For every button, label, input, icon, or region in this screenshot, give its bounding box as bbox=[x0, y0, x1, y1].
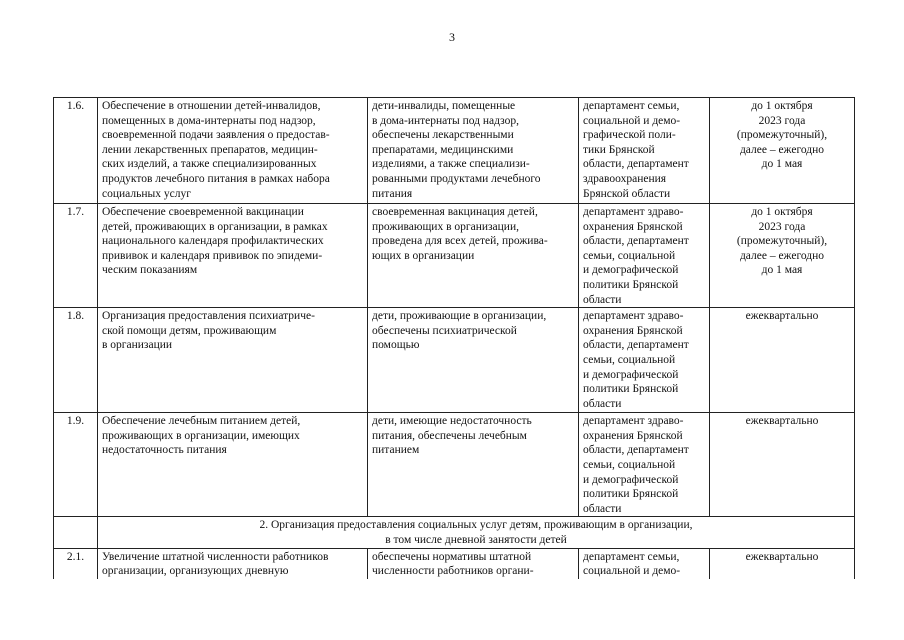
text-line: ежеквартально bbox=[745, 550, 819, 563]
text-line: ских изделий, а также специализированных bbox=[102, 158, 317, 171]
table-row bbox=[54, 308, 855, 413]
text-line: в том числе дневной занятости детей bbox=[385, 533, 567, 546]
text-line: семьи, социальной bbox=[583, 249, 676, 262]
text-line: политики Брянской bbox=[583, 383, 679, 396]
text-line: тики Брянской bbox=[583, 143, 655, 156]
text-line: прививок и календаря прививок по эпидеми- bbox=[102, 249, 323, 262]
text-line: области bbox=[583, 293, 622, 306]
text-line: здравоохранения bbox=[583, 172, 667, 185]
responsible-cell bbox=[579, 204, 710, 308]
text-line: проживающих в организации, bbox=[372, 220, 519, 233]
text-line: Обеспечение в отношении детей-инвалидов, bbox=[102, 100, 321, 112]
text-line: социальной и демо- bbox=[583, 114, 681, 127]
responsible-cell bbox=[579, 308, 710, 413]
table-row bbox=[54, 204, 855, 308]
text-line: ющих в организации bbox=[372, 249, 475, 262]
text-line: обеспечены нормативы штатной bbox=[372, 550, 532, 563]
text-line: помещенных в дома-интернаты под надзор, bbox=[102, 114, 316, 127]
text-line: в дома-интернаты под надзор, bbox=[372, 114, 519, 127]
deadline-cell bbox=[710, 98, 855, 204]
page-number: 3 bbox=[449, 30, 455, 44]
text-line: детей, проживающих в организации, в рамках bbox=[102, 220, 328, 233]
section-empty-cell bbox=[54, 517, 98, 548]
text-line: социальных услуг bbox=[102, 187, 191, 200]
text-line: Организация предоставления психиатриче- bbox=[102, 310, 315, 323]
text-line: далее – ежегодно bbox=[739, 143, 825, 156]
text-line: до 1 октября bbox=[751, 206, 813, 218]
text-line: обеспечены психиатрической bbox=[372, 324, 517, 337]
text-line: семьи, социальной bbox=[583, 353, 676, 366]
text-line: Обеспечение лечебным питанием детей, bbox=[102, 415, 301, 428]
text-line: охранения Брянской bbox=[583, 324, 683, 337]
text-line: проживающих в организации, имеющих bbox=[102, 429, 300, 442]
text-line: ежеквартально bbox=[745, 310, 819, 323]
row-number: 1.6. bbox=[54, 98, 98, 204]
text-line: изделиями, а также специализи- bbox=[372, 158, 530, 171]
text-line: 2. Организация предоставления социальных услуг детям, проживающим в организации, bbox=[259, 519, 693, 532]
table-row bbox=[54, 548, 855, 579]
text-line: дети, проживающие в организации, bbox=[372, 310, 547, 323]
text-line: графической поли- bbox=[583, 129, 676, 142]
text-line: питанием bbox=[372, 444, 420, 457]
result-cell bbox=[368, 204, 579, 308]
text-line: до 1 октября bbox=[751, 100, 813, 112]
text-line: департамент здраво- bbox=[583, 415, 684, 428]
text-line: Брянской области bbox=[583, 187, 671, 200]
text-line: своевременная вакцинация детей, bbox=[372, 206, 538, 218]
text-line: и демографической bbox=[583, 473, 679, 486]
section-heading bbox=[98, 517, 855, 548]
text-line: социальной и демо- bbox=[583, 565, 681, 578]
text-line: политики Брянской bbox=[583, 488, 679, 501]
table-row bbox=[54, 413, 855, 517]
text-line: лении лекарственных препаратов, медицин- bbox=[102, 143, 318, 156]
text-line: области, департамент bbox=[583, 158, 689, 171]
measure-cell bbox=[98, 548, 368, 579]
text-line: департамент семьи, bbox=[583, 100, 680, 112]
text-line: национального календаря профилактических bbox=[102, 235, 324, 248]
text-line: Обеспечение своевременной вакцинации bbox=[102, 206, 304, 218]
text-line: в организации bbox=[102, 339, 173, 352]
text-line: до 1 мая bbox=[761, 264, 803, 277]
measure-cell bbox=[98, 413, 368, 517]
text-line: недостаточность питания bbox=[102, 444, 227, 457]
measures-table bbox=[53, 97, 855, 579]
deadline-cell bbox=[710, 204, 855, 308]
row-number: 1.9. bbox=[54, 413, 98, 517]
text-line: препаратами, медицинскими bbox=[372, 143, 514, 156]
text-line: питания bbox=[372, 187, 413, 200]
row-number: 1.7. bbox=[54, 204, 98, 308]
table-row bbox=[54, 98, 855, 204]
text-line: ческим показаниям bbox=[102, 264, 198, 277]
text-line: (промежуточный), bbox=[736, 235, 828, 248]
text-line: организации, организующих дневную bbox=[102, 565, 289, 578]
responsible-cell bbox=[579, 98, 710, 204]
text-line: рованными продуктами лечебного bbox=[372, 172, 541, 185]
measure-cell bbox=[98, 204, 368, 308]
text-line: дети, имеющие недостаточность bbox=[372, 415, 532, 428]
text-line: и демографической bbox=[583, 264, 679, 277]
text-line: проведена для всех детей, прожива- bbox=[372, 235, 548, 248]
text-line: ской помощи детям, проживающим bbox=[102, 324, 277, 337]
deadline-cell bbox=[710, 308, 855, 413]
deadline-cell bbox=[710, 548, 855, 579]
text-line: охранения Брянской bbox=[583, 429, 683, 442]
result-cell bbox=[368, 548, 579, 579]
text-line: охранения Брянской bbox=[583, 220, 683, 233]
section-row bbox=[54, 517, 855, 548]
text-line: области, департамент bbox=[583, 235, 689, 248]
text-line: области, департамент bbox=[583, 339, 689, 352]
text-line: численности работников органи- bbox=[372, 565, 534, 578]
responsible-cell bbox=[579, 413, 710, 517]
row-number: 2.1. bbox=[54, 548, 98, 579]
text-line: политики Брянской bbox=[583, 278, 679, 291]
text-line: помощью bbox=[372, 339, 420, 352]
text-line: (промежуточный), bbox=[736, 129, 828, 142]
deadline-cell bbox=[710, 413, 855, 517]
text-line: департамент семьи, bbox=[583, 550, 680, 563]
measure-cell bbox=[98, 98, 368, 204]
text-line: департамент здраво- bbox=[583, 206, 684, 218]
text-line: области bbox=[583, 502, 622, 515]
text-line: и демографической bbox=[583, 368, 679, 381]
text-line: 2023 года bbox=[758, 220, 806, 233]
text-line: семьи, социальной bbox=[583, 458, 676, 471]
result-cell bbox=[368, 98, 579, 204]
text-line: департамент здраво- bbox=[583, 310, 684, 323]
result-cell bbox=[368, 413, 579, 517]
text-line: Увеличение штатной численности работников bbox=[102, 550, 329, 563]
text-line: 2023 года bbox=[758, 114, 806, 127]
text-line: обеспечены лекарственными bbox=[372, 129, 514, 142]
text-line: области bbox=[583, 397, 622, 410]
result-cell bbox=[368, 308, 579, 413]
responsible-cell bbox=[579, 548, 710, 579]
text-line: своевременной подачи заявления о предостав- bbox=[102, 129, 330, 142]
text-line: до 1 мая bbox=[761, 158, 803, 171]
text-line: области, департамент bbox=[583, 444, 689, 457]
text-line: далее – ежегодно bbox=[739, 249, 825, 262]
row-number: 1.8. bbox=[54, 308, 98, 413]
text-line: дети-инвалиды, помещенные bbox=[372, 100, 516, 112]
text-line: продуктов лечебного питания в рамках набора bbox=[102, 172, 330, 185]
measure-cell bbox=[98, 308, 368, 413]
text-line: питания, обеспечены лечебным bbox=[372, 429, 527, 442]
text-line: ежеквартально bbox=[745, 415, 819, 428]
